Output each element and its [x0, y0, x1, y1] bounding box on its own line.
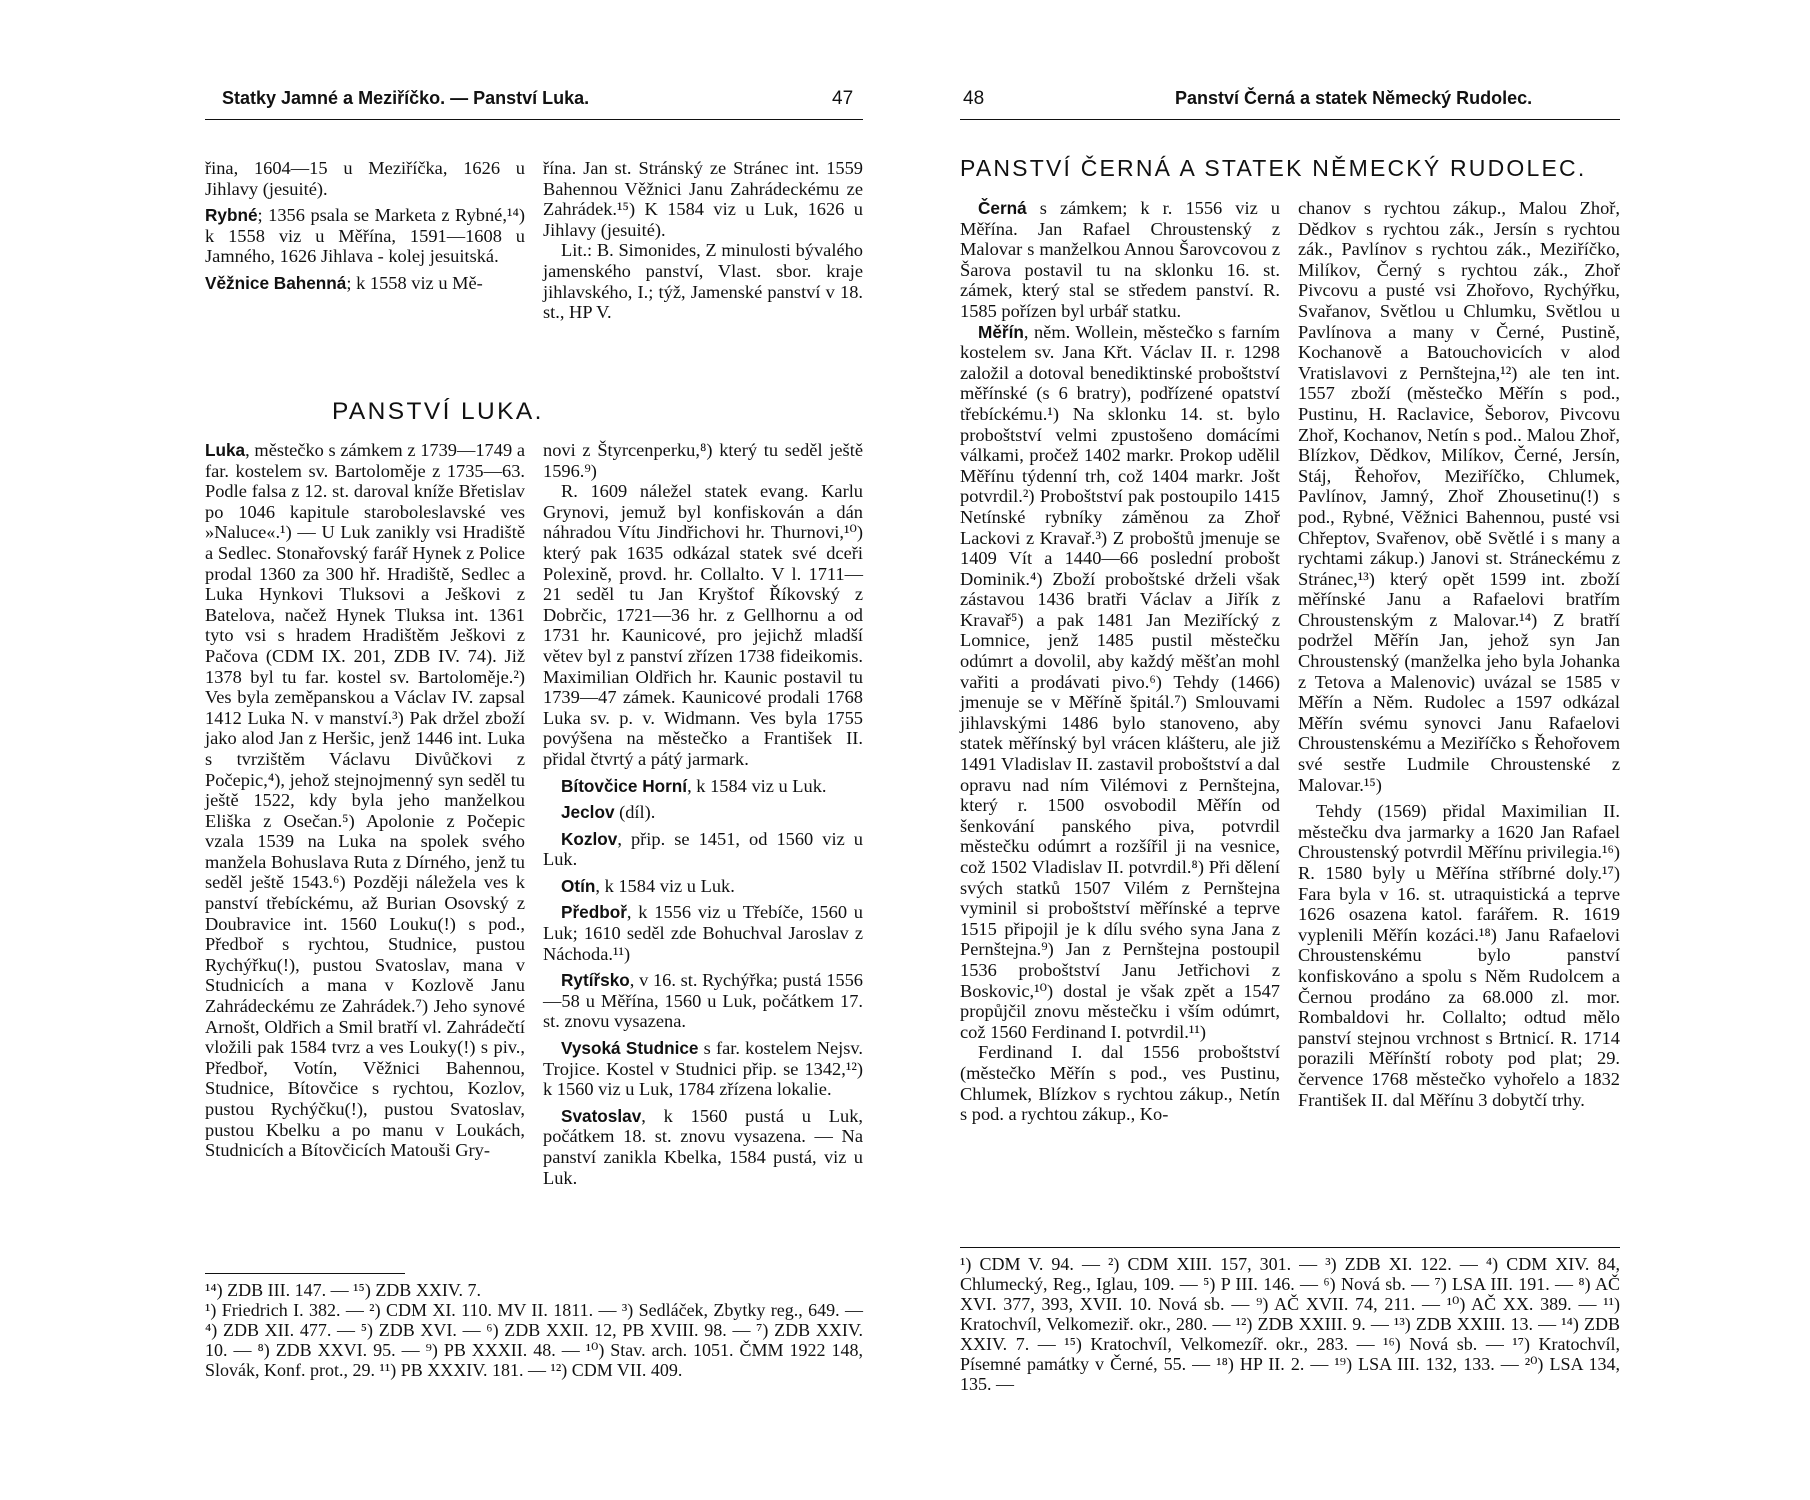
right-footnotes: [960, 1254, 1620, 1394]
left-page-number: 47: [832, 88, 854, 109]
entry-vysoka-studnice: Vysoká Studnice s far. kostelem Nejsv. Trojice. Kostel v Studnici přip. se 1342,¹²) k 1560 viz u Luk, 1784 zřízena lokalie.: [543, 1038, 863, 1100]
left-main-column-1: [205, 440, 525, 1161]
footnote-block: ¹) Friedrich I. 382. — ²) CDM XI. 110. MV II. 1811. — ³) Sedláček, Zbytky reg., 649. — ⁴) ZDB XII. 477. — ⁵) ZDB XVI. — ⁶) ZDB XXII. 12, PB XVIII. 98. — ⁷) ZDB XXIV. 10. — ⁸) ZDB XXVI. 95. — ⁹) PB XXXII. 48. — ¹⁰) Stav. arch. 1051. ČMM 1922 148, Slovák, Konf. prot., 29. ¹¹) PB XXXIV. 181. — ¹²) CDM VII. 409.: [205, 1300, 863, 1380]
right-column-2: [1298, 198, 1620, 1110]
right-page-number: 48: [963, 88, 985, 109]
entry-headword: Kozlov: [561, 828, 618, 849]
left-top-column-1: [205, 158, 525, 294]
entry-otin: Otín, k 1584 viz u Luk.: [561, 875, 735, 896]
entry-headword: Měřín: [978, 321, 1024, 342]
entry-headword: Předboř: [561, 902, 627, 923]
entry-headword: Černá: [978, 198, 1027, 218]
right-column-1: [960, 198, 1280, 1125]
right-page: [905, 0, 1810, 1500]
right-section-title: PANSTVÍ ČERNÁ A STATEK NĚMECKÝ RUDOLEC.: [960, 155, 1587, 181]
entry-paragraph: Ferdinand I. dal 1556 proboštství (městečko Měřín s pod., ves Pustinu, Chlumek, Blízkov s rychtou zákup., Netín s pod. a rychtou zákup., Ko-: [960, 1042, 1280, 1125]
left-header-title: Statky Jamné a Meziříčko. — Panství Luka.: [222, 88, 590, 108]
entry-paragraph: Tehdy (1569) přidal Maximilian II. městečku dva jarmarky a 1620 Jan Rafael Chroustenský potvrdil Měřínu privilegia.¹⁶) R. 1580 byly u Měřína stříbrné doly.¹⁷) Fara byla v 16. st. utraquistická a teprve 1626 osazena katol. farářem. R. 1619 vyplenili Měřín kozáci.¹⁸) Janu Rafaelovi Chroustenskému bylo panství konfiskováno a spolu s Něm Rudolcem a Černou prodáno za 68.000 zl. mor. Rombaldovi hr. Collalto; odtud mělo panství stejnou vrchnost s Brtnicí. R. 1714 porazili Měřínští roboty pod plat; 29. července 1768 městečko vyhořelo a 1832 František II. dal Měřínu 3 dobytčí trhy.: [1298, 801, 1620, 1110]
entry-headword: Věžnice Bahenná: [205, 272, 347, 293]
left-footnote-rule: [205, 1273, 405, 1274]
entry-headword: Jeclov: [561, 802, 615, 823]
entry-headword: Rytířsko: [561, 970, 630, 991]
entry-headword: Rybné: [205, 205, 258, 226]
left-header-rule: [205, 119, 863, 120]
entry-paragraph: řina, 1604—15 u Meziříčka, 1626 u Jihlavy (jesuité).: [205, 158, 525, 199]
entry-rytirsko: Rytířsko, v 16. st. Rychýřka; pustá 1556—58 u Měřína, 1560 u Luk, počátkem 17. st. znovu vysazena.: [543, 970, 863, 1032]
entry-paragraph: novi z Štyrcenperku,⁸) který tu seděl ještě 1596.⁹): [543, 440, 863, 481]
right-footnote-rule: [960, 1247, 1620, 1248]
entry-jeclov: Jeclov (díl).: [561, 802, 656, 823]
entry-rybne: Rybné; 1356 psala se Marketa z Rybné,¹⁴) k 1558 viz u Měřína, 1591—1608 u Jamného, 1626 Jihlava - kolej jesuitská.: [205, 205, 525, 267]
left-running-header: [0, 88, 905, 116]
footnote-block: ¹) CDM V. 94. — ²) CDM XIII. 157, 301. — ³) ZDB XI. 122. — ⁴) CDM XIV. 84, Chlumecký, Reg., Iglau, 109. — ⁵) P III. 146. — ⁶) Nová sb. — ⁷) LSA III. 191. — ⁸) AČ XVI. 377, 393, XVII. 10. Nová sb. — ⁹) AČ XVII. 74, 211. — ¹⁰) AČ XX. 389. — ¹¹) Kratochvíl, Velkomeziř. okr., 280. — ¹²) ZDB XXIII. 9. — ¹³) ZDB XXIII. 13. — ¹⁴) ZDB XXIV. 7. — ¹⁵) Kratochvíl, Velkomezíř. okr., 283. — ¹⁶) Nová sb. — ¹⁷) Kratochvíl, Písemné památky v Černé, 55. — ¹⁸) HP II. 2. — ¹⁹) LSA III. 132, 133. — ²⁰) LSA 134, 135. —: [960, 1254, 1620, 1394]
entry-headword: Bítovčice Horní: [561, 775, 688, 796]
entry-svatoslav: Svatoslav, k 1560 pustá u Luk, počátkem 18. st. znovu vysazena. — Na panství zanikla Kbelka, 1584 pustá, viz u Luk.: [543, 1105, 863, 1188]
entry-paragraph: R. 1609 náležel statek evang. Karlu Grynovi, jemuž byl konfiskován a dán náhradou Vítu Jindřichovi hr. Thurnovi,¹⁰) který pak 1635 odkázal statek své dceři Polexině, provd. hr. Collalto. V l. 1711—21 seděl tu Jan Kryštof Říkovský z Dobrčic, 1721—36 hr. z Gellhornu a od 1731 hr. Kaunicové, pro jejichž mladší větev byl z panství zřízen 1738 fideikomis. Maximilian Oldřich hr. Kaunic postavil tu 1739—47 zámek. Kaunicové prodali 1768 Luka sv. p. v. Widmann. Ves byla 1755 povýšena na městečko a František II. přidal čtvrtý a pátý jarmark.: [543, 481, 863, 769]
entry-bitovcice: Bítovčice Horní, k 1584 viz u Luk.: [561, 775, 827, 796]
left-main-column-2: [543, 440, 863, 1188]
entry-headword: Svatoslav: [561, 1105, 642, 1126]
left-section-title: PANSTVÍ LUKA.: [332, 398, 544, 425]
entry-headword: Vysoká Studnice: [561, 1038, 699, 1059]
entry-headword: Otín: [561, 875, 596, 896]
entry-veznice: Věžnice Bahenná; k 1558 viz u Mě-: [205, 272, 483, 293]
entry-merin: Měřín, něm. Wollein, městečko s farním kostelem sv. Jana Křt. Václav II. r. 1298 založil a dotoval benediktinské proboštství měřínské (s 6 bratry), podřízené opatství třebíckému.¹) Na sklonku 14. st. bylo proboštství velmi zpustošeno domácími válkami, pročež 1402 markr. Prokop udělil Měřínu týdenní trh, což 1404 markr. Jošt potvrdil.²) Proboštství pak postoupilo 1415 Netínské rybníky záměnou za Zhoř Lackovi z Kravař.³) Z proboštů jmenuje se 1409 Vít a 1440—66 poslední probošt Dominik.⁴) Zboží proboštské drželi však zástavou 1436 bratři Václav a Jiřík z Kravař⁵) a pak 1481 Jan Meziřícký z Lomnice, jenž 1485 pustil městečku odúmrt a dovolil, aby každý měšťan mohl vařiti a prodávati pivo.⁶) Tehdy (1466) jmenuje se v Měříně špitál.⁷) Smlouvami jihlavskými 1486 bylo stanoveno, aby statek měřínský byl vrácen klášteru, ale již 1491 Vladislav II. zastavil proboštství a dal opravu nad ním Vilémovi z Pernštejna, který r. 1500 osvobodil Měřín od šenkování panského piva, potvrdil městečku odúmrt a rozšířil ji na vesnice, což 1502 Vladislav II. potvrdil.⁸) Při dělení svých statků 1507 Vilém z Pernštejna vyminil si proboštství měřínské a teprve 1515 připojil je k dílu svého syna Jana z Pernštejna.⁹) Jan z Pernštejna postoupil 1536 proboštství Janu Jetřichovi z Boskovic,¹⁰) dostal je však zpět a 1547 propůjčil znovu městečku i vším odúmrt, což 1560 Ferdinand I. potvrdil.¹¹): [960, 321, 1280, 1042]
literature-note: Lit.: B. Simonides, Z minulosti bývalého jamenského panství, Vlast. sbor. kraje jihlavského, I.; týž, Jamenské panství v 18. st., HP V.: [543, 240, 863, 323]
entry-headword: Luka: [205, 440, 246, 460]
footnote-line: ¹⁴) ZDB III. 147. — ¹⁵) ZDB XXIV. 7.: [205, 1280, 481, 1300]
entry-paragraph: řína. Jan st. Stránský ze Stránec int. 1559 Bahennou Věžnici Janu Zahrádeckému ze Zahrádek.¹⁵) K 1584 viz u Luk, 1626 u Jihlavy (jesuité).: [543, 158, 863, 240]
left-top-column-2: [543, 158, 863, 323]
right-header-title: Panství Černá a statek Německý Rudolec.: [1175, 88, 1533, 108]
entry-cerna: Černá s zámkem; k r. 1556 viz u Měřína. Jan Rafael Chroustenský z Malovar s manželkou Annou Šarovcovou z Šarova postavil tu na sklonku 16. st. zámek, který stal se středem panství. R. 1585 pořízen byl urbář statku.: [960, 198, 1280, 321]
right-running-header: [905, 88, 1810, 116]
entry-kozlov: Kozlov, přip. se 1451, od 1560 viz u Luk.: [543, 828, 863, 870]
entry-predbor: Předboř, k 1556 viz u Třebíče, 1560 u Luk; 1610 seděl zde Bohuchval Jaroslav z Náchoda.¹¹): [543, 902, 863, 964]
entry-luka: Luka, městečko s zámkem z 1739—1749 a far. kostelem sv. Bartoloměje z 1735—63. Podle falsa z 12. st. daroval kníže Břetislav po 1046 kapitule staroboleslavské ves »Naluce«.¹) — U Luk zanikly vsi Hradiště a Sedlec. Stonařovský farář Hynek z Police prodal 1360 za 300 hř. Hradiště, Sedlec a Luka Hynkovi Tluksovi a Ješkovi z Batelova, načež Hynek Tluksa int. 1361 tyto vsi s hradem Hradištěm Ješkovi z Pačova (CDM IX. 201, ZDB IV. 74). Již 1378 byl tu far. kostel sv. Bartoloměje.²) Ves byla zeměpanskou a Václav IV. zapsal 1412 Luka N. v manství.³) Pak držel zboží jako alod Jan z Heršic, jenž 1446 int. Luka s tvrzištěm Václavu Divůčkovi z Počepic,⁴), jehož stejnojmenný syn seděl tu ještě 1522, kdy byla jeho manželkou Eliška z Osečan.⁵) Apolonie z Počepic vzala 1539 na Luka na spolek svého manžela Bohuslava Ruta z Dírného, jenž tu seděl ještě 1543.⁶) Později náležela ves k panství třebíckému, až Burian Osovský z Doubravice int. 1560 Louku(!) s pod., Předboř s rychtou, Studnice, pustou Rychýřku(!), pustou Svatoslav, mana v Studnicích a mana v Kozlově Janu Zahrádeckému ze Zahrádek.⁷) Jeho synové Arnošt, Oldřich a Smil bratří vl. Zahrádečtí vložili pak 1584 tvrz a ves Louky(!) s piv., Předboř, Votín, Věžnici Bahennou, Studnice, Bítovčice s rychtou, Kozlov, pustou Rychýčku(!), pustou Svatoslav, pustou Kbelku a po manu v Loukách, Studnicích a Bítovčicích Matouši Gry-: [205, 440, 525, 1161]
right-header-rule: [960, 119, 1620, 120]
left-footnotes: [205, 1280, 863, 1380]
entry-paragraph: chanov s rychtou zákup., Malou Zhoř, Dědkov s rychtou zák., Jersín s rychtou zák., Pavlínov s rychtou zák., Meziříčko, Milíkov, Černý s rychtou zák., Zhoř Pivcovu a pusté vsi Zhořovo, Rychýřku, Svařanov, Světlou u Chlumku, Světlou u Pavlínova a many v Černé, Pustině, Kochanově a Batouchovicích v alod Vratislavovi z Pernštejna,¹²) ale ten int. 1557 zboží (městečko Měřín s pod., Pustinu, H. Raclavice, Šeborov, Pivcovu Zhoř, Kochanov, Netín s pod.. Malou Zhoř, Blízkov, Dědkov, Milíkov, Černé, Jersín, Stáj, Řehořov, Meziříčko, Chlumek, Pavlínov, Jamný, Zhoř Zhousetinu(!) s pod., Rybné, Věžnici Bahennou, pusté vsi Chřeptov, Svařenov, obě Světlé i s many a rychtami zákup.) Janovi st. Stráneckému z Stránec,¹³) který opět 1599 int. zboží měřínské Janu a Rafaelovi bratřím Chroustenským z Malovar.¹⁴) Z bratří podržel Měřín Jan, jehož syn Jan Chroustenský (manželka jeho byla Johanka z Tetova a Malenovic) uvázal se 1585 v Měřín a Něm. Rudolec a 1597 odkázal Měřín svému synovci Janu Rafaelovi Chroustenskému a Meziříčko s Řehořovem své sestře Ludmile Chroustenské z Malovar.¹⁵): [1298, 198, 1620, 795]
